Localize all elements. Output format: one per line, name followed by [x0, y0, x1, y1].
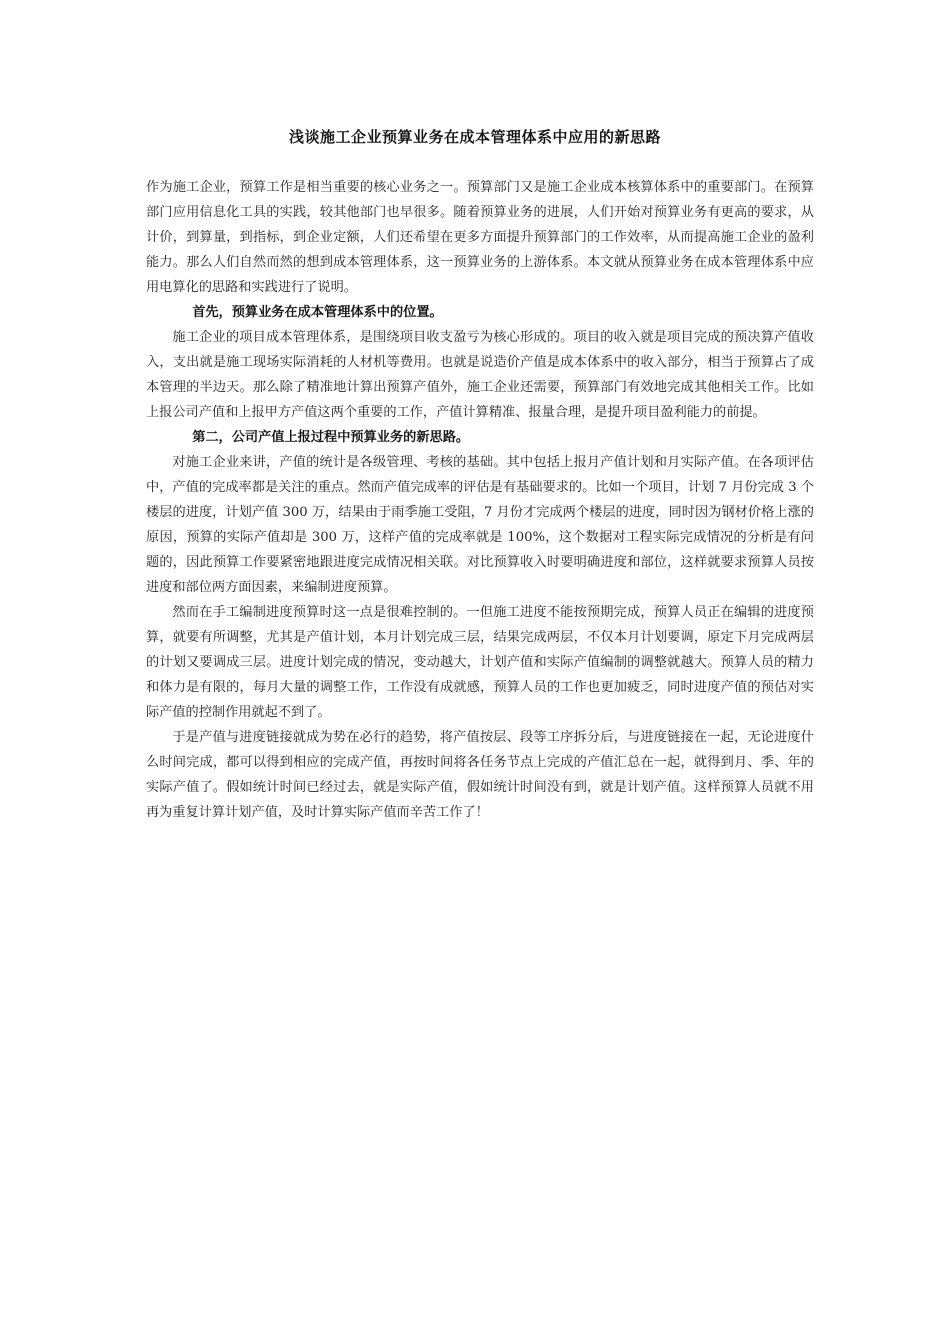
paragraph-3: 对施工企业来讲，产值的统计是各级管理、考核的基础。其中包括上报月产值计划和月实际产值。在各项评估中，产值的完成率都是关注的重点。然而产值完成率的评估是有基础要求的。比如一个项目，计划 7 月份完成 3 个楼层的进度，计划产值 300 万，结果由于雨季施工受阻，7 月份才完成两个楼层的进度，同时因为钢材价格上涨的原因，预算的实际产值却是 300 万，这样产值的完成率就是 100%，这个数据对工程实际完成情况的分析是有问题的，因此预算工作要紧密地跟进度完成情况相关联。对比预算收入时要明确进度和部位，这样就要求预算人员按进度和部位两方面因素，来编制进度预算。 [146, 455, 814, 595]
section-heading-2: 第二，公司产值上报过程中预算业务的新思路。 [192, 430, 470, 445]
document-body [146, 175, 814, 825]
paragraph-5: 于是产值与进度链接就成为势在必行的趋势，将产值按层、段等工序拆分后，与进度链接在一起，无论进度什么时间完成，都可以得到相应的完成产值，再按时间将各任务节点上完成的产值汇总在一起，就得到月、季、年的实际产值了。假如统计时间已经过去，就是实际产值，假如统计时间没有到，就是计划产值。这样预算人员就不用再为重复计算计划产值，及时计算实际产值而辛苦工作了！ [146, 730, 814, 820]
intro-paragraph: 作为施工企业，预算工作是相当重要的核心业务之一。预算部门又是施工企业成本核算体系中的重要部门。在预算部门应用信息化工具的实践，较其他部门也早很多。随着预算业务的进展，人们开始对预算业务有更高的要求，从计价，到算量，到指标，到企业定额，人们还希望在更多方面提升预算部门的工作效率，从而提高施工企业的盈利能力。那么人们自然而然的想到成本管理体系，这一预算业务的上游体系。本文就从预算业务在成本管理体系中应用电算化的思路和实践进行了说明。 [146, 180, 814, 295]
paragraph-2: 施工企业的项目成本管理体系，是围绕项目收支盈亏为核心形成的。项目的收入就是项目完成的预决算产值收入，支出就是施工现场实际消耗的人材机等费用。也就是说造价产值是成本体系中的收入部分，相当于预算占了成本管理的半边天。那么除了精准地计算出预算产值外，施工企业还需要，预算部门有效地完成其他相关工作。比如上报公司产值和上报甲方产值这两个重要的工作，产值计算精准、报量合理，是提升项目盈利能力的前提。 [146, 330, 814, 420]
document-title: 浅谈施工企业预算业务在成本管理体系中应用的新思路 [288, 128, 661, 146]
section-heading-1: 首先，预算业务在成本管理体系中的位置。 [192, 305, 443, 320]
paragraph-4: 然而在手工编制进度预算时这一点是很难控制的。一但施工进度不能按预期完成，预算人员正在编辑的进度预算，就要有所调整，尤其是产值计划，本月计划完成三层，结果完成两层，不仅本月计划要调，原定下月完成两层的计划又要调成三层。进度计划完成的情况，变动越大，计划产值和实际产值编制的调整就越大。预算人员的精力和体力是有限的，每月大量的调整工作，工作没有成就感，预算人员的工作也更加疲乏，同时进度产值的预估对实际产值的控制作用就起不到了。 [146, 605, 814, 720]
